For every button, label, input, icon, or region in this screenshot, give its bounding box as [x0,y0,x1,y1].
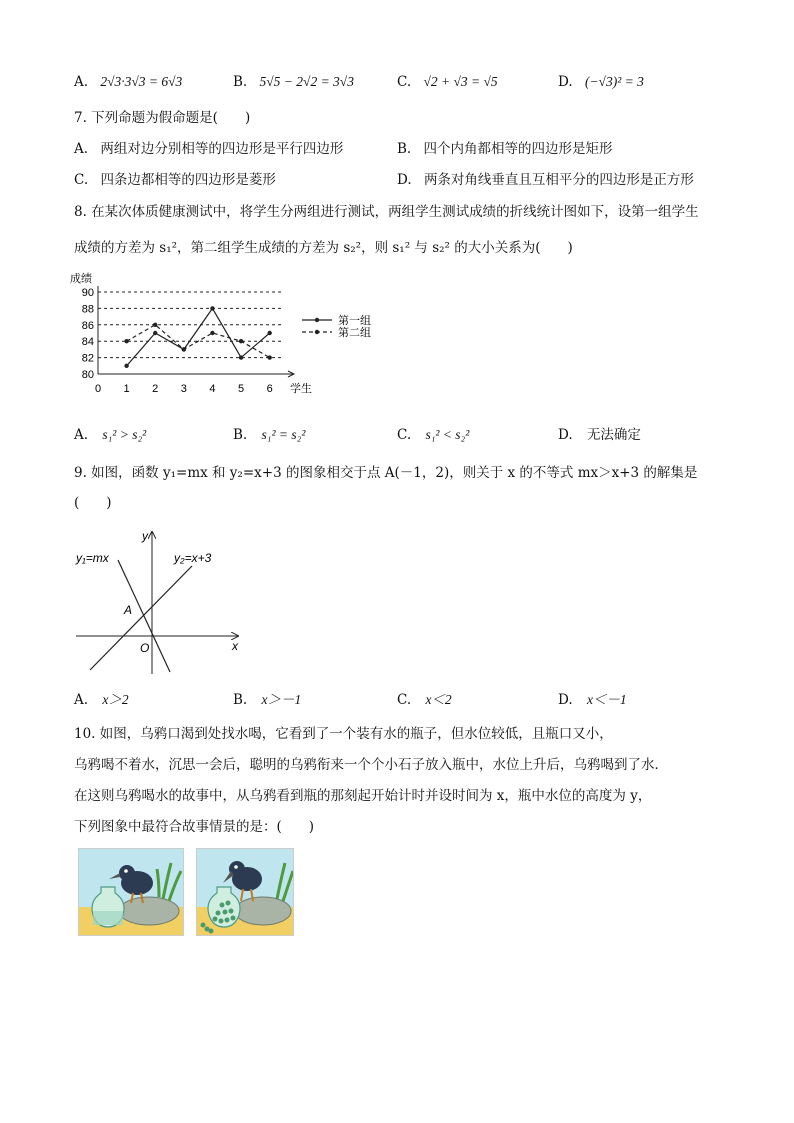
option-label: D. [558,692,573,708]
data-point [153,323,157,327]
option-expr: x＞－1 [261,692,302,707]
data-point [239,355,243,359]
label-y: y [142,529,148,543]
option-label: D. [558,427,573,443]
q7-option-d [397,170,694,190]
y-tick-label: 82 [81,352,94,365]
option-expr: s₁² = s₂² [261,427,306,442]
q7-option-c [74,170,276,190]
q10-line4: 下列图象中最符合故事情景的是：( ) [74,819,315,835]
q8-stem-line2: 成绩的方差为 s₁²，第二组学生成绩的方差为 s₂²，则 s₁² 与 s₂² 的大小关系为( ) [74,240,573,256]
option-label: D. [558,74,573,90]
legend-label-2: 第二组 [338,327,371,339]
q9-option-a [74,690,129,710]
label-o: O [140,641,150,655]
option-label: B. [397,141,412,157]
option-expr: s₁² > s₂² [102,427,147,442]
q6-option-c [397,72,498,92]
option-label: C. [397,427,412,443]
q10-line3: 在这则乌鸦喝水的故事中，从乌鸦看到瓶的那刻起开始计时并设时间为 x，瓶中水位的高度为 y， [74,788,652,804]
q8-line-chart [66,270,386,410]
data-point [153,331,157,335]
x-tick-label: 3 [180,383,187,395]
q9-stem-line2: ( ) [74,495,112,511]
y-tick-label: 90 [81,287,94,299]
legend-label-1: 第一组 [338,315,371,327]
q9-option-b [233,690,301,710]
option-expr: 5√5 − 2√2 = 3√3 [259,74,354,89]
option-label: A. [74,141,89,157]
data-point [267,355,271,359]
y-axis-label: 成绩 [70,273,92,285]
data-point [267,331,271,335]
label-y2: y₂=x+3 [174,551,212,565]
option-label: C. [397,692,412,708]
q7-stem: 7. 下列命题为假命题是( ) [74,110,251,126]
q8-option-b [233,425,305,445]
q8-option-c [397,425,469,445]
q9-function-graph [70,528,260,678]
q7-option-b [397,139,613,159]
option-label: A. [74,74,89,90]
x-tick-label: 5 [238,383,245,395]
option-expr: x＜2 [425,692,452,707]
y-tick-label: 86 [81,319,94,332]
crow-bottle-image-2 [196,848,294,936]
option-label: B. [233,74,248,90]
q6-option-d [558,72,644,92]
option-text: 两组对边分别相等的四边形是平行四边形 [100,141,344,157]
x-tick-label: 6 [266,383,273,395]
data-point [182,347,186,351]
legend-marker [315,318,319,322]
option-expr: (−√3)² = 3 [584,74,644,89]
label-x: x [232,639,238,653]
q9-option-d [558,690,627,710]
y-tick-label: 84 [81,336,94,349]
q7-option-a [74,139,343,159]
q6-option-a [74,72,182,92]
q9-stem: 9. 如图，函数 y₁=mx 和 y₂=x+3 的图象相交于点 A(－1，2)，则关于 x 的不等式 mx＞x+3 的解集是 [74,465,698,481]
crow-bottle-image-1 [78,848,184,936]
option-text: 两条对角线垂直且互相平分的四边形是正方形 [423,172,694,188]
option-expr: √2 + √3 = √5 [423,74,498,89]
option-text: 四条边都相等的四边形是菱形 [100,172,276,188]
option-label: B. [233,692,248,708]
option-expr: x＞2 [102,692,129,707]
option-text: 四个内角都相等的四边形是矩形 [423,141,613,157]
option-expr: 2√3·3√3 = 6√3 [100,74,183,89]
q8-option-d [558,425,641,445]
q6-option-b [233,72,354,92]
q10-line2: 乌鸦喝不着水，沉思一会后，聪明的乌鸦衔来一个个小石子放入瓶中，水位上升后，乌鸦喝到了水． [74,757,668,773]
data-point [210,306,214,310]
x-tick-label: 2 [152,383,159,395]
legend-marker [315,330,319,334]
q8-stem-line1: 8. 在某次体质健康测试中，将学生分两组进行测试，两组学生测试成绩的折线统计图如下，设第一组学生 [74,204,699,220]
data-point [124,339,128,343]
option-label: A. [74,692,89,708]
data-point [210,331,214,335]
option-expr: s₁² < s₂² [425,427,470,442]
data-point [124,364,128,368]
x-tick-label: 0 [94,383,102,395]
option-label: A. [74,427,89,443]
q9-option-c [397,690,452,710]
option-label: B. [233,427,248,443]
q8-option-a [74,425,146,445]
data-point [239,339,243,343]
label-y1: y₁=mx [76,551,109,565]
option-expr: x＜－1 [586,692,627,707]
y-tick-label: 80 [81,369,94,381]
option-label: D. [397,172,412,188]
label-a: A [124,603,133,617]
option-text: 无法确定 [586,427,641,443]
x-tick-label: 4 [209,383,216,395]
x-tick-label: 1 [123,383,130,395]
option-label: C. [397,74,412,90]
q10-line1: 10. 如图，乌鸦口渴到处找水喝，它看到了一个装有水的瓶子，但水位较低，且瓶口又小， [74,726,613,742]
option-label: C. [74,172,89,188]
x-axis-label: 学生 [290,383,312,395]
y-tick-label: 88 [81,303,94,316]
